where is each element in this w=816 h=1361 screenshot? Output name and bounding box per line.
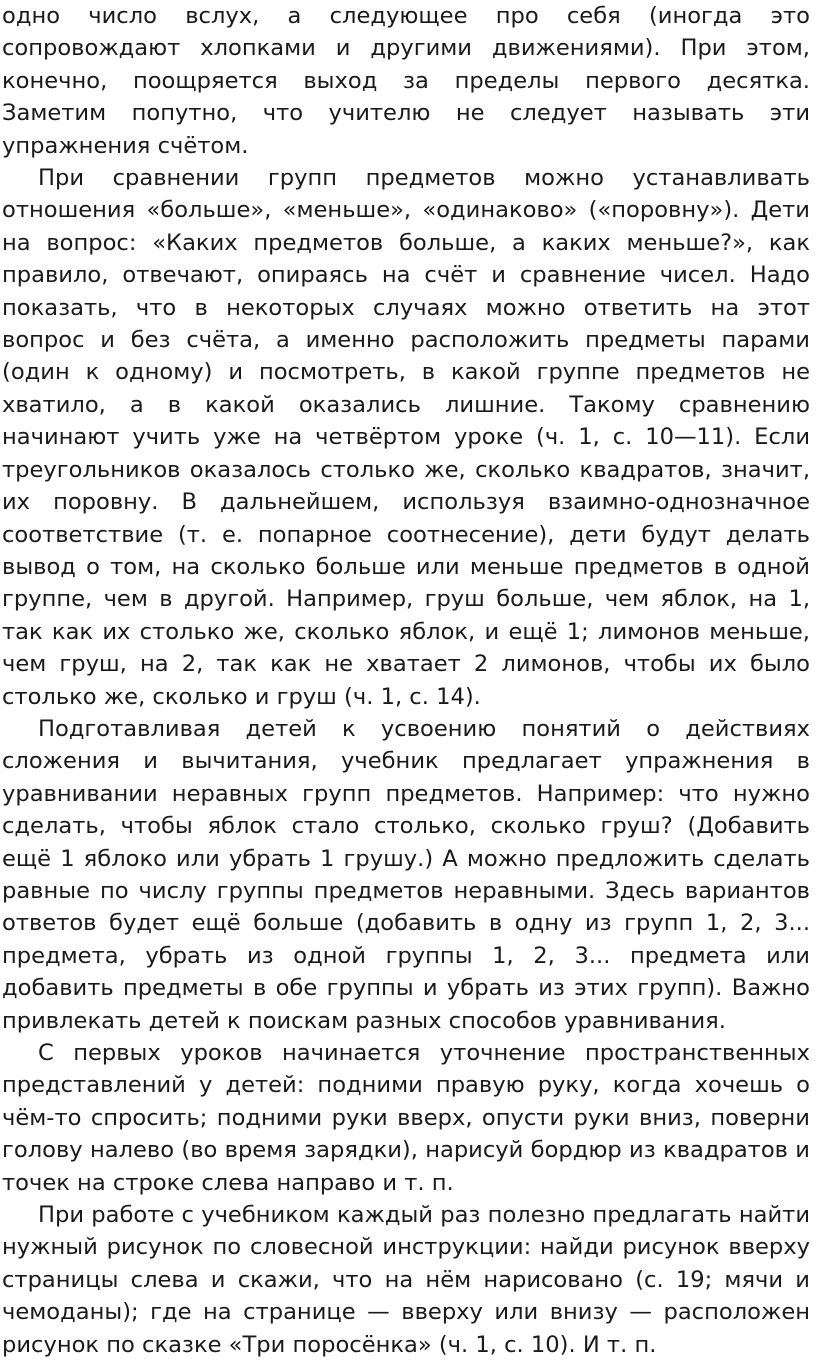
paragraph-counting-aloud: одно число вслух, а следующее про себя (иногда это сопровождают хлопками и другими движениями). При этом, конечно, поощряется выход за пределы первого десятка. Заметим попутно, что учителю не следует называть эти упражнения счётом. [2, 3, 810, 159]
paragraph-equalizing-groups: Подготавливая детей к усвоению понятий о действиях сложения и вычитания, учебник предлагает упражнения в уравнивании неравных групп предметов. Например: что нужно сделать, чтобы яблок стало столько, сколько груш? (Добавить ещё 1 яблоко или убрать 1 грушу.) А можно предложить сделать равные по числу группы предметов неравными. Здесь вариантов ответов будет ещё больше (добавить в одну из групп 1, 2, 3... предмета, убрать из одной группы 1, 2, 3... предмета или добавить предметы в обе группы и убрать из этих групп). Важно привлекать детей к поискам разных способов уравнивания. [2, 715, 810, 1034]
paragraph-textbook-work: При работе с учебником каждый раз полезно предлагать найти нужный рисунок по словесной инструкции: найди рисунок вверху страницы слева и скажи, что на нём нарисовано (с. 19; мячи и чемоданы); где на странице — вверху или внизу — расположен рисунок по сказке «Три поросёнка» (ч. 1, с. 10). И т. п. [2, 1202, 810, 1358]
paragraph-comparing-groups: При сравнении групп предметов можно устанавливать отношения «больше», «меньше», «одинаково» («поровну»). Дети на вопрос: «Каких предметов больше, а каких меньше?», как правило, отвечают, опираясь на счёт и сравнение чисел. Надо показать, что в некоторых случаях можно ответить на этот вопрос и без счёта, а именно расположить предметы парами (один к одному) и посмотреть, в какой группе предметов не хватило, а в какой оказались лишние. Такому сравнению начинают учить уже на четвёртом уроке (ч. 1, с. 10—11). Если треугольников оказалось столько же, сколько квадратов, значит, их поровну. В дальнейшем, используя взаимно-однозначное соответствие (т. е. попарное соотнесение), дети будут делать вывод о том, на сколько больше или меньше предметов в одной группе, чем в другой. Например, груш больше, чем яблок, на 1, так как их столько же, сколько яблок, и ещё 1; лимонов меньше, чем груш, на 2, так как не хватает 2 лимонов, чтобы их было столько же, сколько и груш (ч. 1, с. 14). [2, 165, 810, 710]
paragraph-spatial-concepts: С первых уроков начинается уточнение пространственных представлений у детей: подними правую руку, когда хочешь о чём-то спросить; подними руки вверх, опусти руки вниз, поверни голову налево (во время зарядки), нарисуй бордюр из квадратов и точек на строке слева направо и т. п. [2, 1040, 810, 1196]
